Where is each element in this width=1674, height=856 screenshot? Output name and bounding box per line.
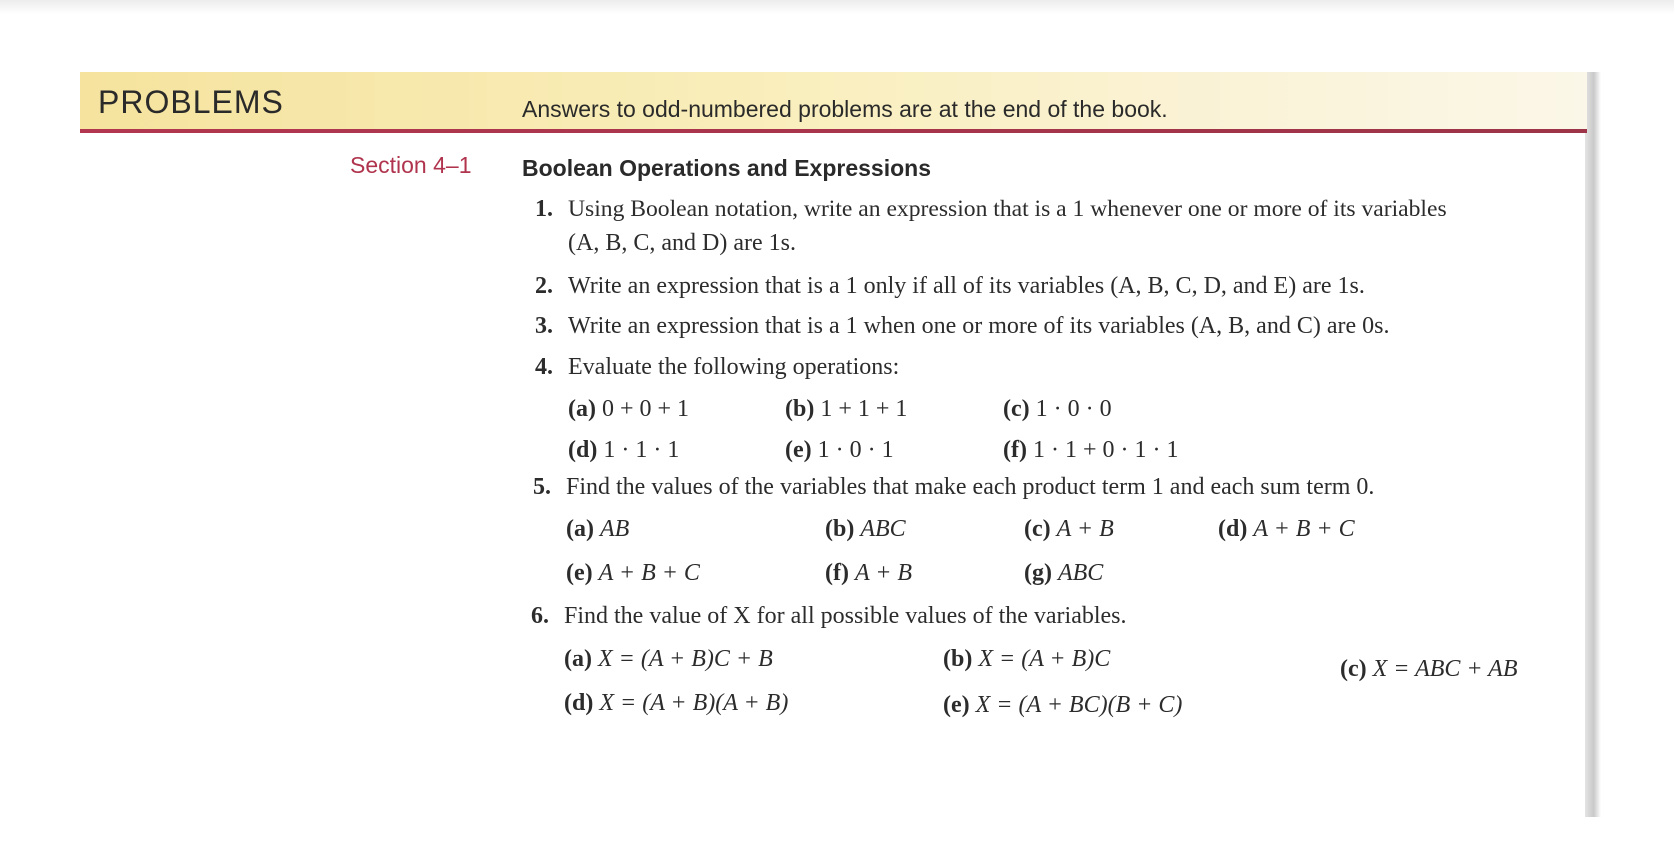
problem-4b	[785, 396, 907, 423]
problem-3-text: Write an expression that is a 1 when one or more of its variables (A, B, and C) are 0s.	[568, 313, 1390, 339]
problem-4-number: 4.	[535, 354, 553, 380]
answers-note: Answers to odd-numbered problems are at the end of the book.	[522, 96, 1168, 122]
problem-6d	[564, 690, 788, 717]
problem-5g	[1024, 560, 1103, 587]
problem-2-text: Write an expression that is a 1 only if all of its variables (A, B, C, D, and E) are 1s.	[568, 273, 1365, 299]
problem-4f	[1003, 437, 1179, 464]
part-label: (e)	[943, 692, 970, 718]
problem-4c	[1003, 396, 1112, 423]
problem-4-text: Evaluate the following operations:	[568, 354, 900, 380]
part-expression: A + B	[1056, 516, 1114, 542]
problem-1-text-line1: Using Boolean notation, write an expression that is a 1 whenever one or more of its variables	[568, 196, 1447, 222]
part-label: (c)	[1024, 516, 1051, 542]
part-expression: 1 · 0 · 1	[817, 437, 894, 463]
part-label: (d)	[1218, 516, 1248, 542]
part-label: (f)	[1003, 437, 1027, 463]
part-label: (d)	[568, 437, 598, 463]
problem-5b	[825, 516, 906, 543]
part-expression: AB	[599, 516, 630, 542]
part-expression: 1 · 1 · 1	[603, 437, 680, 463]
section-title: Boolean Operations and Expressions	[522, 155, 931, 181]
problem-5-number: 5.	[533, 474, 551, 500]
problem-4a	[568, 396, 689, 423]
part-label: (b)	[943, 646, 973, 672]
part-expression: 1 · 0 · 0	[1035, 396, 1112, 422]
problem-1-number: 1.	[535, 196, 553, 222]
part-expression: ABC	[1057, 560, 1104, 586]
problem-5f	[825, 560, 912, 587]
part-label: (g)	[1024, 560, 1052, 586]
problem-2-number: 2.	[535, 273, 553, 299]
part-expression: ABC	[860, 516, 906, 542]
part-expression: 0 + 0 + 1	[601, 396, 690, 422]
part-expression: A + B	[854, 560, 913, 586]
part-label: (e)	[566, 560, 593, 586]
problem-6-text: Find the value of X for all possible values of the variables.	[564, 603, 1127, 629]
part-expression: A + B + C	[598, 560, 700, 586]
problem-3-number: 3.	[535, 313, 553, 339]
problem-4d	[568, 437, 679, 464]
part-expression: 1 · 1 + 0 · 1 · 1	[1032, 437, 1179, 463]
section-label: Section 4–1	[350, 152, 472, 178]
problem-5e	[566, 560, 700, 587]
problem-5c	[1024, 516, 1114, 543]
problem-6a	[564, 646, 773, 673]
part-expression: X = (A + B)(A + B)	[599, 690, 789, 716]
part-expression: X = (A + B)C + B	[597, 646, 773, 672]
problem-4e	[785, 437, 894, 464]
part-label: (b)	[785, 396, 815, 422]
problem-5a	[566, 516, 629, 543]
page-edge-shadow	[1585, 72, 1601, 817]
problem-1-text-line2: (A, B, C, and D) are 1s.	[568, 230, 796, 256]
header-divider	[80, 129, 1587, 133]
part-label: (a)	[566, 516, 594, 542]
part-expression: X = (A + BC)(B + C)	[975, 692, 1183, 718]
part-label: (f)	[825, 560, 849, 586]
part-expression: X = ABC + AB	[1372, 656, 1518, 682]
problem-5-text: Find the values of the variables that make each product term 1 and each sum term 0.	[566, 474, 1375, 500]
part-label: (d)	[564, 690, 594, 716]
part-label: (e)	[785, 437, 812, 463]
problem-6b	[943, 646, 1110, 673]
problem-6-number: 6.	[531, 603, 549, 629]
part-expression: A + B + C	[1253, 516, 1355, 542]
part-expression: 1 + 1 + 1	[820, 396, 908, 422]
part-label: (a)	[568, 396, 596, 422]
problem-5d	[1218, 516, 1355, 543]
problem-6e	[943, 692, 1182, 719]
part-label: (b)	[825, 516, 855, 542]
problem-6c	[1340, 656, 1517, 683]
part-label: (c)	[1340, 656, 1367, 682]
part-label: (a)	[564, 646, 592, 672]
problems-heading: PROBLEMS	[98, 84, 284, 120]
part-expression: X = (A + B)C	[978, 646, 1111, 672]
part-label: (c)	[1003, 396, 1030, 422]
